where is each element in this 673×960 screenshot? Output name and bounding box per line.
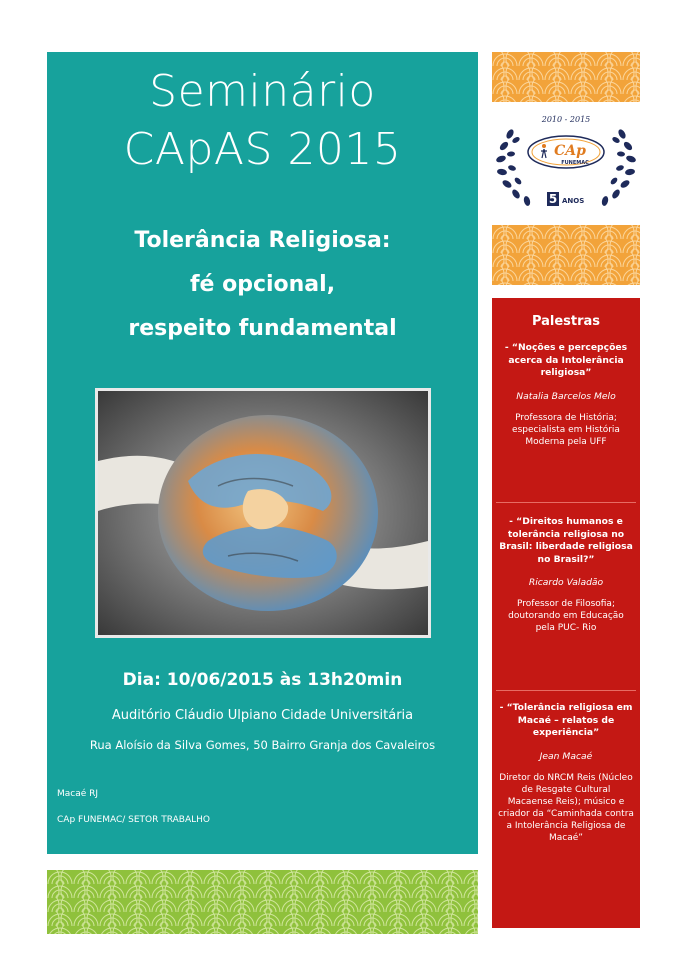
talk-item-3 <box>498 702 634 844</box>
main-poster-panel <box>47 52 478 854</box>
orange-pattern-top <box>492 52 640 102</box>
event-organizer: CAp FUNEMAC/ SETOR TRABALHO <box>57 815 210 825</box>
talk-speaker-bio: Diretor do NRCM Reis (Núcleo de Resgate Cultural Macaense Reis); músico e criador da “Caminhada contra a Intolerância Religiosa de Macaé” <box>498 772 634 843</box>
talk-title: - “Tolerância religiosa em Macaé – relatos de experiência” <box>499 702 633 738</box>
talk-speaker: Jean Macaé <box>539 750 593 762</box>
talk-title: - “Direitos humanos e tolerância religiosa no Brasil: liberdade religiosa no Brasil?” <box>499 516 633 565</box>
talks-panel <box>492 298 640 928</box>
talk-item-1 <box>498 342 634 448</box>
poster-subtitle-line1: Tolerância Religiosa: <box>134 228 391 253</box>
laurel-wreath-logo-icon <box>492 104 640 224</box>
capas-logo <box>492 104 640 224</box>
poster-title-line1: Seminário <box>149 66 376 117</box>
poster-subtitle-line2: fé opcional, <box>189 272 336 297</box>
poster-subtitle-line3: respeito fundamental <box>128 316 397 341</box>
event-address: Rua Aloísio da Silva Gomes, 50 Bairro Granja dos Cavaleiros <box>89 738 436 752</box>
logo-anniversary-word: ANOS <box>562 197 585 205</box>
talk-speaker: Ricardo Valadão <box>528 577 604 588</box>
scallop-pattern-green <box>47 870 478 934</box>
talk-speaker-bio: Professor de Filosofia; doutorando em Educação pela PUC- Rio <box>508 599 624 633</box>
talk-divider <box>496 502 636 503</box>
green-pattern-band <box>47 870 478 934</box>
orange-pattern-bottom <box>492 225 640 285</box>
talk-divider <box>496 690 636 691</box>
hands-globe-illustration <box>98 391 428 635</box>
poster-title-line2: CApAS 2015 <box>123 124 402 175</box>
event-city: Macaé RJ <box>57 789 99 799</box>
talk-title: - “Noções e percepções acerca da Intolerância religiosa” <box>504 342 628 378</box>
talks-heading: Palestras <box>531 314 601 329</box>
talk-speaker-bio: Professora de História; especialista em História Moderna pela UFF <box>512 412 620 447</box>
event-venue: Auditório Cláudio Ulpiano Cidade Universitária <box>111 708 414 723</box>
event-date: Dia: 10/06/2015 às 13h20min <box>122 670 403 690</box>
hands-globe-photo <box>95 388 431 638</box>
logo-anniversary-number: 5 <box>548 192 558 206</box>
talk-speaker: Natalia Barcelos Melo <box>516 390 616 402</box>
logo-years: 2010 - 2015 <box>541 115 591 124</box>
scallop-pattern-orange-top <box>492 52 640 102</box>
talk-item-2 <box>498 516 634 634</box>
logo-name: CAp <box>554 143 586 159</box>
logo-org: FUNEMAC <box>561 160 589 166</box>
scallop-pattern-orange-bottom <box>492 225 640 285</box>
